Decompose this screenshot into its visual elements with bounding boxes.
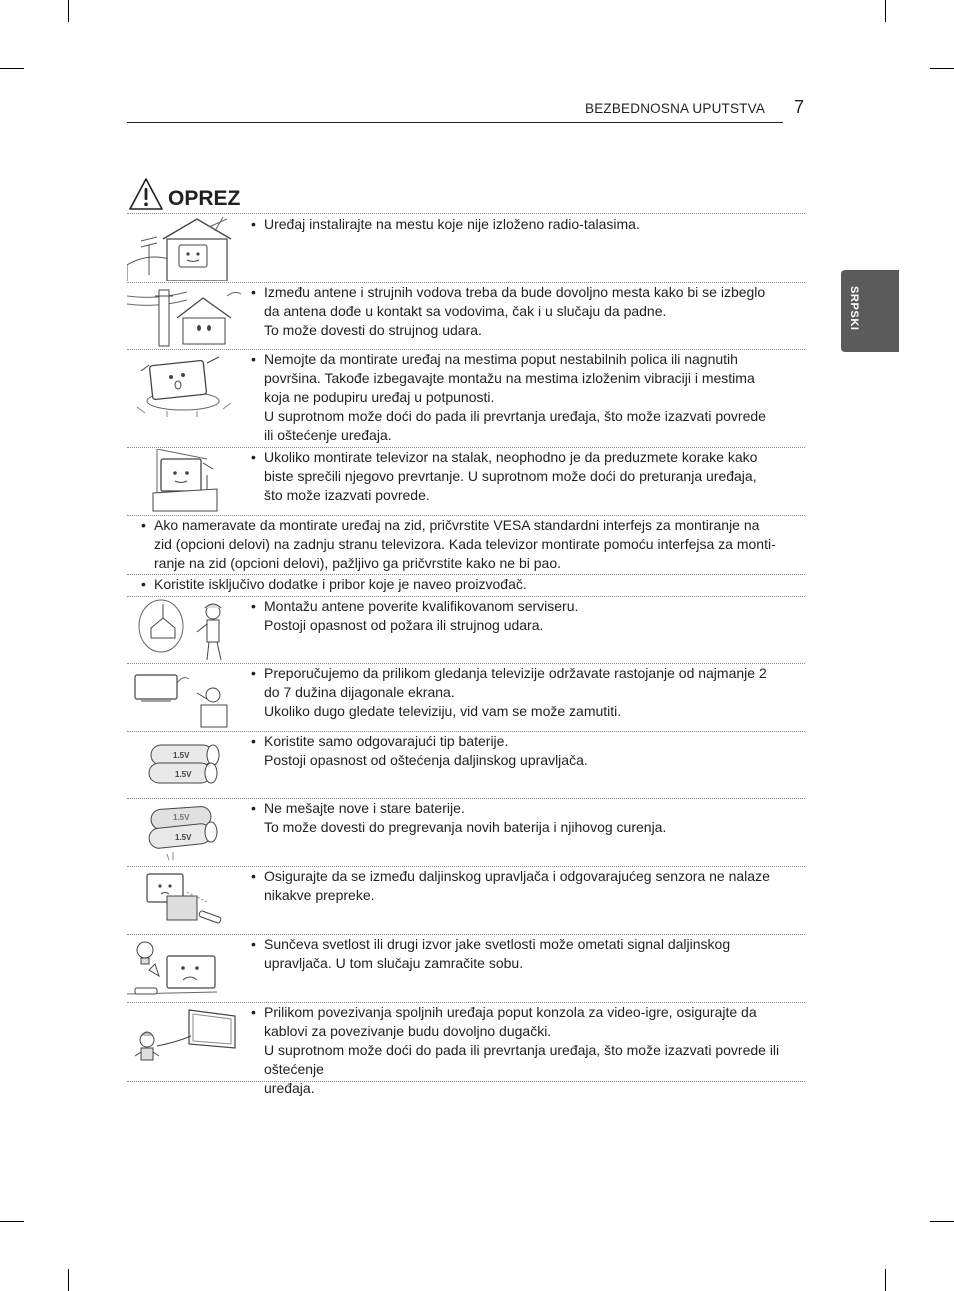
bullet-item: • Koristite samo odgovarajući tip baterije. Postoji opasnost od oštećenja daljinskog upravljača. bbox=[251, 732, 791, 770]
item-text bbox=[251, 732, 791, 770]
crop-mark bbox=[0, 68, 24, 69]
caution-title bbox=[128, 175, 240, 211]
caution-item bbox=[127, 934, 805, 1002]
item-text bbox=[251, 283, 791, 340]
item-text bbox=[141, 516, 791, 573]
caution-item bbox=[127, 574, 805, 596]
antenna-powerline-illustration bbox=[127, 284, 245, 348]
crop-mark bbox=[930, 68, 954, 69]
bullet-item: • Osigurajte da se između daljinskog upravljača i odgovarajućeg senzora ne nalaze nikakve prepreke. bbox=[251, 867, 791, 905]
item-text bbox=[251, 1003, 791, 1098]
bullet-item: • Između antene i strujnih vodova treba da bude dovoljno mesta kako bi se izbeglo da antena dođe u kontakt sa vodovima, čak i u slučaju da padne. To može dovesti do strujnog udara. bbox=[251, 283, 791, 340]
crop-mark bbox=[885, 1269, 886, 1291]
caution-item bbox=[127, 447, 805, 515]
bullet-item: • Ukoliko montirate televizor na stalak, neophodno je da preduzmete korake kako biste sprečili njegovo prevrtanje. U suprotnom može doći do preturanja uređaja, što može izazvati povrede. bbox=[251, 448, 791, 505]
battery-label: 1.5V bbox=[173, 751, 190, 760]
bullet-item: • Nemojte da montirate uređaj na mestima poput nestabilnih polica ili nagnutih površina. Takođe izbegavajte montažu na mestima izloženim vibraciji i mestima koja ne podupiru uređaj u potpunosti. U suprotnom može doći do pada ili prevrtanja uređaja, što može izazvati povrede ili oštećenje uređaja. bbox=[251, 350, 791, 445]
house-antenna-illustration bbox=[127, 215, 245, 281]
item-text bbox=[251, 350, 791, 445]
crop-mark bbox=[0, 1221, 24, 1222]
item-text bbox=[251, 935, 791, 973]
bullet-item: • Koristite isključivo dodatke i pribor koje je naveo proizvođač. bbox=[141, 575, 791, 594]
bright-light-illustration bbox=[127, 936, 245, 1000]
caution-title-text: OPREZ bbox=[168, 187, 241, 210]
item-text bbox=[251, 664, 791, 721]
bullet-item: • Uređaj instalirajte na mestu koje nije izloženo radio-talasima. bbox=[251, 215, 791, 234]
caution-item bbox=[127, 866, 805, 934]
caution-item bbox=[127, 798, 805, 866]
bullet-item: • Montažu antene poverite kvalifikovanom serviseru. Postoji opasnost od požara ili strujnog udara. bbox=[251, 597, 791, 635]
battery-illustration bbox=[127, 741, 245, 791]
language-tab-label: SRPSKI bbox=[848, 286, 860, 331]
mixed-battery-illustration bbox=[127, 804, 245, 864]
tv-stand-wall-illustration bbox=[127, 449, 245, 513]
page-number: 7 bbox=[794, 97, 805, 117]
warning-triangle-icon bbox=[128, 177, 164, 211]
unstable-tv-illustration bbox=[127, 351, 245, 421]
item-text bbox=[251, 448, 791, 505]
item-text bbox=[251, 799, 791, 837]
caution-item bbox=[127, 596, 805, 663]
item-text bbox=[141, 575, 791, 594]
crop-mark bbox=[930, 1221, 954, 1222]
caution-item bbox=[127, 731, 805, 798]
caution-item bbox=[127, 282, 805, 349]
crop-mark bbox=[885, 0, 886, 22]
caution-item bbox=[127, 213, 805, 282]
viewing-distance-illustration bbox=[127, 665, 245, 729]
item-text bbox=[251, 215, 791, 234]
caution-item bbox=[127, 349, 805, 447]
bullet-item: • Prilikom povezivanja spoljnih uređaja poput konzola za video-igre, osigurajte da kablovi za povezivanje budu dovoljno dugački. U suprotnom može doći do pada ili prevrtanja uređaja, što može izazvati povrede ili oštećenje uređaja. bbox=[251, 1003, 791, 1098]
bullet-item: • Sunčeva svetlost ili drugi izvor jake svetlosti može ometati signal daljinskog upravljača. U tom slučaju zamračite sobu. bbox=[251, 935, 791, 973]
header-rule bbox=[127, 122, 783, 123]
remote-obstacle-illustration bbox=[127, 868, 245, 932]
cable-length-illustration bbox=[127, 1006, 245, 1070]
caution-item bbox=[127, 1002, 805, 1096]
caution-item bbox=[127, 663, 805, 731]
battery-label: 1.5V bbox=[175, 833, 192, 842]
item-text bbox=[251, 867, 791, 905]
battery-label: 1.5V bbox=[173, 813, 190, 822]
crop-mark bbox=[68, 1269, 69, 1291]
service-technician-illustration bbox=[127, 598, 245, 662]
bullet-item: • Preporučujemo da prilikom gledanja televizije održavate rastojanje od najmanje 2 do 7 dužina dijagonale ekrana. Ukoliko dugo gledate televiziju, vid vam se može zamutiti. bbox=[251, 664, 791, 721]
bullet-item: • Ne mešajte nove i stare baterije. To može dovesti do pregrevanja novih baterija i njihovog curenja. bbox=[251, 799, 791, 837]
crop-mark bbox=[68, 0, 69, 22]
bullet-item: • Ako nameravate da montirate uređaj na zid, pričvrstite VESA standardni interfejs za montiranje na zid (opcioni delovi) na zadnju stranu televizora. Kada televizor montirate pomoću interfejsa za monti- ranje na zid (opcioni delovi), pažljivo ga pričvrstite kako ne bi pao. bbox=[141, 516, 791, 573]
item-text bbox=[251, 597, 791, 635]
caution-item bbox=[127, 515, 805, 574]
section-header: BEZBEDNOSNA UPUTSTVA bbox=[585, 101, 766, 116]
battery-label: 1.5V bbox=[175, 770, 192, 779]
